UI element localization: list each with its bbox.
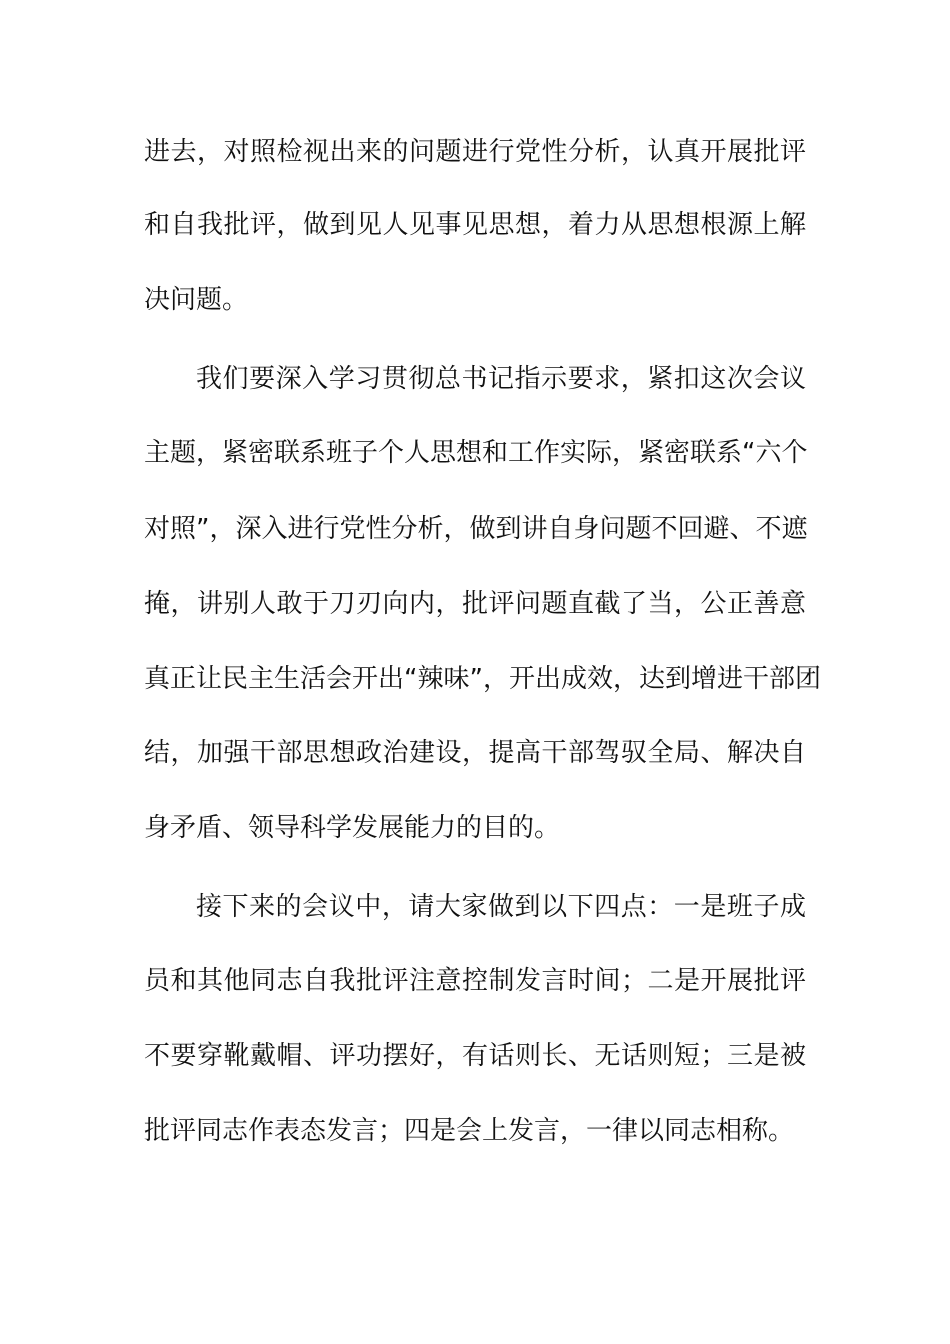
paragraph-first-line: 我们要深入学习贯彻总书记指示要求，紧扣这次会议	[196, 364, 806, 394]
paragraph-first-line: 接下来的会议中，请大家做到以下四点：一是班子成	[196, 892, 806, 922]
text-line: 批评同志作表态发言；四是会上发言，一律以同志相称。	[144, 1116, 795, 1146]
text-line: 进去，对照检视出来的问题进行党性分析，认真开展批评	[144, 137, 806, 167]
text-line: 主题，紧密联系班子个人思想和工作实际，紧密联系“六个	[144, 438, 808, 468]
text-line: 员和其他同志自我批评注意控制发言时间；二是开展批评	[144, 966, 806, 996]
text-line: 不要穿靴戴帽、评功摆好，有话则长、无话则短；三是被	[144, 1041, 806, 1071]
text-line: 对照”，深入进行党性分析，做到讲自身问题不回避、不遮	[144, 514, 808, 544]
text-line: 身矛盾、领导科学发展能力的目的。	[144, 813, 561, 843]
text-line: 和自我批评，做到见人见事见思想，着力从思想根源上解	[144, 210, 806, 240]
text-line: 结，加强干部思想政治建设，提高干部驾驭全局、解决自	[144, 738, 806, 768]
text-line: 掩，讲别人敢于刀刃向内，批评问题直截了当，公正善意	[144, 589, 806, 619]
text-line: 决问题。	[144, 285, 249, 315]
text-line: 真正让民主生活会开出“辣味”，开出成效，达到增进干部团	[144, 664, 821, 694]
